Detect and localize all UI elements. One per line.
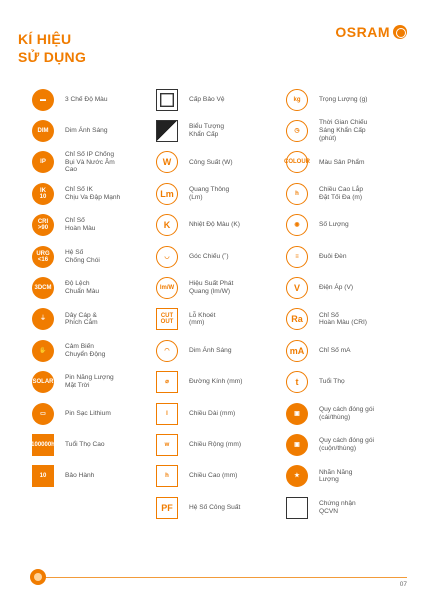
symbol-label: Trọng Lượng (g) (319, 95, 368, 103)
symbol-label: Bảo Hành (65, 472, 95, 480)
symbol-label: Đuôi Đèn (319, 252, 347, 260)
symbol-item (286, 241, 404, 272)
warranty-icon: 10 (32, 465, 54, 487)
dim-icon: DIM (32, 120, 54, 142)
symbol-item (286, 398, 404, 429)
symbol-label: Chỉ Số mA (319, 346, 351, 354)
solar-icon: SOLAR (32, 371, 54, 393)
symbol-item (32, 241, 156, 272)
symbol-item (286, 304, 404, 335)
height-icon: h (156, 465, 178, 487)
cut-out-icon: CUT OUT (156, 308, 178, 330)
symbol-item (156, 178, 286, 209)
ik-rating-icon: IK 10 (32, 183, 54, 205)
symbol-label: Quy cách đóng gói (cái/thùng) (319, 405, 374, 421)
symbol-label: Chỉ Số Hoàn Màu (CRI) (319, 311, 368, 327)
symbol-item (286, 178, 404, 209)
symbol-item (156, 429, 286, 460)
symbol-label: 3 Chế Độ Màu (65, 95, 108, 103)
symbol-item (156, 210, 286, 241)
osram-footer-icon (30, 569, 46, 585)
motion-sensor-icon: ✋ (32, 340, 54, 362)
symbol-label: Pin Năng Lượng Mặt Trời (65, 374, 114, 390)
symbol-label: Chứng nhận QCVN (319, 499, 356, 515)
lifetime-icon: t (286, 371, 308, 393)
symbol-label: Nhãn Năng Lượng (319, 468, 353, 484)
roll-pack-icon: ▣ (286, 434, 308, 456)
symbol-item (32, 492, 156, 523)
symbol-item (286, 429, 404, 460)
lithium-battery-icon: ▭ (32, 403, 54, 425)
weight-icon: kg (286, 89, 308, 111)
symbol-label: Dim Ánh Sáng (189, 346, 232, 354)
symbol-label: Chỉ Số Hoàn Màu (65, 217, 96, 233)
symbol-label: Đường Kính (mm) (189, 378, 243, 386)
dimmable-icon: ◠ (156, 340, 178, 362)
symbol-item (156, 335, 286, 366)
ra-icon: Ra (286, 308, 308, 330)
symbol-item (32, 115, 156, 146)
symbol-label: Góc Chiếu (˚) (189, 252, 229, 260)
ip-rating-icon: IP (32, 151, 54, 173)
lumen-icon: Lm (156, 183, 178, 205)
symbol-label: Số Lượng (319, 221, 349, 229)
width-icon: w (156, 434, 178, 456)
symbol-item (286, 210, 404, 241)
symbol-item (32, 335, 156, 366)
symbol-label: Chỉ Số IK Chịu Va Đập Mạnh (65, 186, 121, 201)
page-number: 07 (399, 581, 407, 588)
symbol-label: Tuổi Thọ Cao (65, 441, 105, 449)
qcvn-certification-icon (286, 497, 308, 519)
symbol-label: Tuổi Thọ (319, 378, 345, 386)
long-life-icon: 100000h (32, 434, 54, 456)
symbol-label: Cấp Bảo Vệ (189, 95, 225, 103)
page-title-line-2: SỬ DỤNG (18, 49, 87, 65)
symbol-label: Nhiệt Độ Màu (K) (189, 221, 240, 229)
symbol-label: Màu Sản Phẩm (319, 158, 365, 166)
symbol-item (32, 461, 156, 492)
symbol-item (156, 492, 286, 523)
symbol-label: Hệ Số Chống Chói (65, 248, 100, 264)
symbol-item (286, 367, 404, 398)
page-title-line-1: KÍ HIỆU (18, 31, 72, 47)
diameter-icon: ⌀ (156, 371, 178, 393)
emergency-icon (156, 120, 178, 142)
symbol-item (32, 272, 156, 303)
symbol-label: Cảm Biến Chuyển Động (65, 343, 106, 358)
wattage-icon: W (156, 151, 178, 173)
power-factor-icon: PF (156, 497, 178, 519)
symbol-label: Chiều Cao (mm) (189, 472, 238, 480)
symbol-label: Thời Gian Chiếu Sáng Khẩn Cấp (phút) (319, 119, 368, 142)
sdcm-icon: 3DCM (32, 277, 54, 299)
symbol-label: Hiệu Suất Phát Quang (lm/W) (189, 280, 234, 296)
symbol-item (156, 115, 286, 146)
symbol-item (32, 84, 156, 115)
symbol-label: Điện Áp (V) (319, 284, 354, 292)
symbol-item (286, 84, 404, 115)
osram-mark-icon (393, 25, 407, 39)
symbol-label: Biểu Tượng Khẩn Cấp (189, 123, 225, 139)
osram-logo (335, 24, 407, 40)
efficacy-icon: lm/W (156, 277, 178, 299)
symbol-label: Chỉ Số IP Chống Bụi Và Nước Âm Cao (65, 150, 115, 174)
lamp-base-icon: ≡ (286, 246, 308, 268)
footer-divider (32, 577, 407, 578)
symbol-item (32, 178, 156, 209)
symbol-label: Độ Lệch Chuẩn Màu (65, 280, 100, 296)
quantity-icon: ◉ (286, 214, 308, 236)
voltage-icon: V (286, 277, 308, 299)
logo-text: OSRAM (335, 24, 390, 40)
symbol-item (32, 304, 156, 335)
ma-icon: mA (286, 340, 308, 362)
symbol-label: Dim Ánh Sáng (65, 127, 108, 135)
symbol-item (286, 115, 404, 146)
symbol-label: Chiều Cao Lắp Đặt Tối Đa (m) (319, 186, 363, 201)
symbol-item (286, 461, 404, 492)
symbol-label: Quang Thông (Lm) (189, 186, 230, 201)
symbol-item (156, 367, 286, 398)
symbol-item (156, 84, 286, 115)
emergency-time-icon: ◷ (286, 120, 308, 142)
cable-plug-icon: ⏚ (32, 308, 54, 330)
symbol-item (156, 304, 286, 335)
symbol-label: Dây Cáp & Phích Cắm (65, 311, 98, 327)
symbol-label: Quy cách đóng gói (cuộn/thùng) (319, 437, 374, 452)
symbol-item (286, 147, 404, 178)
mounting-height-icon: h (286, 183, 308, 205)
protection-icon (156, 89, 178, 111)
symbol-item (32, 147, 156, 178)
symbol-label: Chiều Rộng (mm) (189, 441, 242, 449)
symbol-item (156, 147, 286, 178)
symbol-item (32, 398, 156, 429)
symbol-label: Hệ Số Công Suất (189, 503, 241, 511)
three-mode-light-icon: ▬ (32, 89, 54, 111)
beam-angle-icon: ◡ (156, 246, 178, 268)
page-title (18, 30, 86, 66)
pack-qty-icon: ▣ (286, 403, 308, 425)
symbol-item (32, 210, 156, 241)
symbol-item (286, 335, 404, 366)
symbol-label: Pin Sạc Lithium (65, 409, 111, 417)
symbol-item (156, 241, 286, 272)
symbol-label: Công Suất (W) (189, 158, 233, 166)
symbol-label: Chiều Dài (mm) (189, 409, 236, 417)
symbol-grid (32, 84, 404, 523)
symbol-label: Lỗ Khoét (mm) (189, 311, 216, 327)
cri-icon: CRI >90 (32, 214, 54, 236)
color-temperature-icon: K (156, 214, 178, 236)
symbol-item (32, 429, 156, 460)
symbol-item (32, 367, 156, 398)
symbol-item (156, 461, 286, 492)
length-icon: l (156, 403, 178, 425)
symbol-item (156, 398, 286, 429)
symbol-item (286, 492, 404, 523)
symbol-item (286, 272, 404, 303)
ugr-icon: URG <16 (32, 246, 54, 268)
symbol-item (156, 272, 286, 303)
colour-icon: COLOUR (286, 151, 308, 173)
energy-label-icon: ★ (286, 465, 308, 487)
